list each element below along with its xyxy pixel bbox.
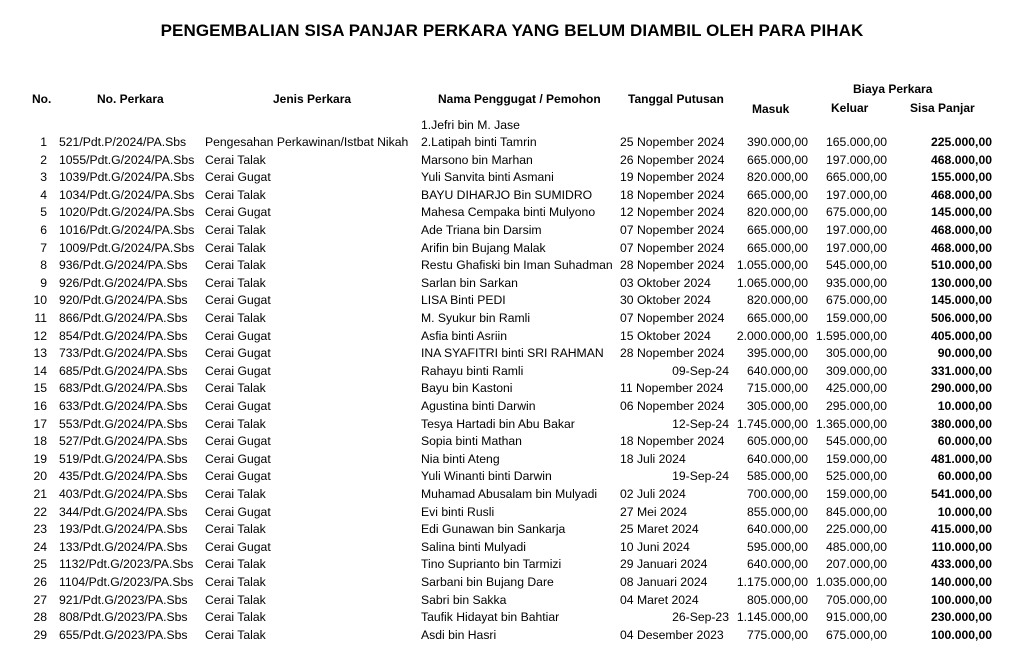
row-nama: Edi Gunawan bin Sankarja	[421, 522, 566, 537]
row-tanggal: 18 Juli 2024	[620, 451, 686, 466]
row-no: 26	[33, 575, 47, 589]
row-sisa-panjar: 380.000,00	[931, 416, 992, 431]
row-masuk: 715.000,00	[747, 381, 808, 396]
row-jenis-perkara: Cerai Gugat	[205, 346, 271, 361]
row-no-perkara: 685/Pdt.G/2024/PA.Sbs	[59, 363, 188, 378]
row-tanggal: 06 Nopember 2024	[620, 399, 725, 413]
row-no: 17	[33, 416, 47, 431]
row-masuk: 665.000,00	[747, 152, 808, 167]
row-no: 7	[40, 240, 47, 255]
row-tanggal: 25 Maret 2024	[620, 522, 699, 537]
row-sisa-panjar: 10.000,00	[937, 399, 992, 413]
row-sisa-panjar: 230.000,00	[931, 610, 992, 625]
row-masuk: 820.000,00	[747, 205, 808, 220]
row-jenis-perkara: Cerai Talak	[205, 627, 266, 642]
row-sisa-panjar: 415.000,00	[931, 522, 992, 537]
row-no-perkara: 655/Pdt.G/2023/PA.Sbs	[59, 627, 188, 642]
row-no: 19	[33, 451, 47, 466]
document-title: PENGEMBALIAN SISA PANJAR PERKARA YANG BELUM DIAMBIL OLEH PARA PIHAK	[160, 21, 864, 40]
row-jenis-perkara: Cerai Gugat	[205, 399, 271, 413]
row-no: 5	[40, 205, 47, 220]
row-no-perkara: 866/Pdt.G/2024/PA.Sbs	[59, 311, 188, 325]
row-no: 14	[33, 363, 47, 378]
row-nama: Sarlan bin Sarkan	[421, 275, 518, 290]
row-nama: Asfia binti Asriin	[421, 328, 508, 343]
row-no: 10	[33, 293, 47, 308]
row-masuk: 665.000,00	[747, 187, 808, 202]
row-no-perkara: 1104/Pdt.G/2023/PA.Sbs	[59, 575, 194, 589]
row-tanggal: 12-Sep-24	[672, 416, 729, 431]
row-tanggal: 02 Juli 2024	[620, 487, 686, 501]
row-masuk: 820.000,00	[747, 170, 808, 185]
row-sisa-panjar: 468.000,00	[931, 152, 992, 167]
header-tanggal-putusan: Tanggal Putusan	[628, 92, 724, 106]
row-jenis-perkara: Cerai Talak	[205, 258, 266, 273]
row-no: 23	[33, 522, 47, 537]
row-keluar: 675.000,00	[826, 293, 887, 308]
row-masuk: 605.000,00	[747, 434, 808, 449]
row-tanggal: 07 Nopember 2024	[620, 223, 725, 237]
row-nama: Nia binti Ateng	[421, 451, 500, 466]
row-tanggal: 08 Januari 2024	[620, 575, 708, 589]
row-masuk: 820.000,00	[747, 293, 808, 308]
row-nama: Tesya Hartadi bin Abu Bakar	[421, 416, 575, 431]
row-masuk: 305.000,00	[747, 399, 808, 413]
row-nama: Tino Suprianto bin Tarmizi	[421, 557, 562, 572]
header-nama-penggugat: Nama Penggugat / Pemohon	[438, 92, 601, 106]
row-masuk: 1.175.000,00	[736, 575, 808, 589]
row-jenis-perkara: Cerai Gugat	[205, 539, 271, 554]
row-nama: Marsono bin Marhan	[421, 152, 533, 167]
row-masuk: 2.000.000,00	[736, 328, 808, 343]
row-masuk: 1.145.000,00	[736, 610, 808, 625]
row-no-perkara: 854/Pdt.G/2024/PA.Sbs	[59, 328, 188, 343]
row-jenis-perkara: Cerai Gugat	[205, 363, 271, 378]
row-jenis-perkara: Cerai Talak	[205, 575, 266, 589]
row-sisa-panjar: 155.000,00	[931, 170, 992, 185]
row-nama: Mahesa Cempaka binti Mulyono	[421, 205, 596, 220]
row-sisa-panjar: 145.000,00	[931, 205, 992, 220]
row-nama: Ade Triana bin Darsim	[421, 223, 542, 237]
row-sisa-panjar: 290.000,00	[931, 381, 992, 396]
row-no-perkara: 683/Pdt.G/2024/PA.Sbs	[59, 381, 188, 396]
row-no: 9	[40, 275, 47, 290]
row-keluar: 305.000,00	[826, 346, 887, 361]
row-sisa-panjar: 468.000,00	[931, 240, 992, 255]
row-keluar: 665.000,00	[826, 170, 887, 185]
row-keluar: 159.000,00	[826, 451, 887, 466]
row-jenis-perkara: Cerai Gugat	[205, 504, 271, 519]
row-tanggal: 07 Nopember 2024	[620, 311, 725, 325]
row-keluar: 309.000,00	[826, 363, 887, 378]
row-nama: 2.Latipah binti Tamrin	[421, 135, 537, 149]
row-jenis-perkara: Cerai Talak	[205, 223, 266, 237]
row-tanggal: 28 Nopember 2024	[620, 346, 725, 361]
row-no-perkara: 193/Pdt.G/2024/PA.Sbs	[59, 522, 188, 537]
header-keluar: Keluar	[831, 101, 869, 115]
row-masuk: 595.000,00	[747, 539, 808, 554]
row-no-perkara: 1055/Pdt.G/2024/PA.Sbs	[59, 152, 195, 167]
row-tanggal: 18 Nopember 2024	[620, 434, 725, 449]
row-keluar: 525.000,00	[826, 469, 887, 484]
row-sisa-panjar: 130.000,00	[931, 275, 992, 290]
row-nama: Asdi bin Hasri	[421, 627, 497, 642]
row-sisa-panjar: 468.000,00	[931, 223, 992, 237]
row-no: 1	[40, 135, 47, 149]
row-no-perkara: 1020/Pdt.G/2024/PA.Sbs	[59, 205, 195, 220]
row-keluar: 485.000,00	[826, 539, 887, 554]
row-no-perkara: 920/Pdt.G/2024/PA.Sbs	[59, 293, 188, 308]
row-keluar: 675.000,00	[826, 205, 887, 220]
row-nama: Rahayu binti Ramli	[421, 363, 524, 378]
row-no-perkara: 344/Pdt.G/2024/PA.Sbs	[59, 504, 188, 519]
row-keluar: 1.035.000,00	[815, 575, 887, 589]
row-keluar: 935.000,00	[826, 275, 887, 290]
row-keluar: 207.000,00	[826, 557, 887, 572]
row-no-perkara: 1034/Pdt.G/2024/PA.Sbs	[59, 187, 195, 202]
row-no: 13	[33, 346, 47, 361]
row-no: 24	[33, 539, 47, 554]
row-jenis-perkara: Pengesahan Perkawinan/Istbat Nikah	[205, 135, 409, 149]
row-sisa-panjar: 100.000,00	[931, 592, 992, 607]
row-sisa-panjar: 506.000,00	[931, 311, 992, 325]
row-jenis-perkara: Cerai Talak	[205, 592, 266, 607]
row-no-perkara: 403/Pdt.G/2024/PA.Sbs	[59, 487, 188, 501]
header-biaya-perkara: Biaya Perkara	[853, 82, 933, 96]
row-no: 27	[33, 592, 47, 607]
row-tanggal: 19 Nopember 2024	[620, 170, 725, 185]
row-masuk: 775.000,00	[747, 627, 808, 642]
row-sisa-panjar: 468.000,00	[931, 187, 992, 202]
row-no: 6	[40, 223, 47, 237]
row-jenis-perkara: Cerai Talak	[205, 152, 266, 167]
row-no: 3	[40, 170, 47, 185]
row-masuk: 640.000,00	[747, 363, 808, 378]
row-sisa-panjar: 145.000,00	[931, 293, 992, 308]
row-nama: Bayu bin Kastoni	[421, 381, 513, 396]
row-masuk: 640.000,00	[747, 451, 808, 466]
row-nama: BAYU DIHARJO Bin SUMIDRO	[421, 187, 593, 202]
row-keluar: 1.365.000,00	[815, 416, 887, 431]
row-jenis-perkara: Cerai Talak	[205, 240, 266, 255]
row-no: 4	[40, 187, 47, 202]
first-row-extra-name: 1.Jefri bin M. Jase	[421, 118, 520, 132]
row-nama: Sopia binti Mathan	[421, 434, 522, 449]
row-masuk: 1.745.000,00	[736, 416, 808, 431]
row-jenis-perkara: Cerai Talak	[205, 187, 266, 202]
row-nama: Yuli Sanvita binti Asmani	[421, 170, 554, 185]
row-no-perkara: 1016/Pdt.G/2024/PA.Sbs	[59, 223, 195, 237]
header-sisa-panjar: Sisa Panjar	[910, 101, 975, 115]
row-masuk: 1.065.000,00	[736, 275, 808, 290]
row-keluar: 159.000,00	[826, 487, 887, 501]
header-jenis-perkara: Jenis Perkara	[273, 92, 352, 106]
header-masuk: Masuk	[752, 102, 790, 116]
row-masuk: 1.055.000,00	[736, 258, 808, 273]
row-keluar: 675.000,00	[826, 627, 887, 642]
row-nama: Taufik Hidayat bin Bahtiar	[421, 610, 560, 625]
row-no-perkara: 1009/Pdt.G/2024/PA.Sbs	[59, 240, 195, 255]
row-jenis-perkara: Cerai Talak	[205, 610, 266, 625]
row-tanggal: 10 Juni 2024	[620, 539, 690, 554]
row-masuk: 805.000,00	[747, 592, 808, 607]
row-sisa-panjar: 225.000,00	[931, 135, 992, 149]
row-nama: M. Syukur bin Ramli	[421, 311, 531, 325]
row-keluar: 165.000,00	[826, 135, 887, 149]
row-jenis-perkara: Cerai Gugat	[205, 328, 271, 343]
row-no: 28	[33, 610, 47, 625]
row-nama: Evi binti Rusli	[421, 504, 495, 519]
row-jenis-perkara: Cerai Talak	[205, 557, 266, 572]
row-jenis-perkara: Cerai Talak	[205, 522, 266, 537]
row-masuk: 665.000,00	[747, 240, 808, 255]
row-masuk: 640.000,00	[747, 557, 808, 572]
row-nama: Sarbani bin Bujang Dare	[421, 575, 554, 589]
row-jenis-perkara: Cerai Talak	[205, 381, 266, 396]
row-no: 22	[33, 504, 47, 519]
row-tanggal: 27 Mei 2024	[620, 504, 688, 519]
row-tanggal: 12 Nopember 2024	[620, 205, 725, 220]
row-masuk: 585.000,00	[747, 469, 808, 484]
row-no-perkara: 936/Pdt.G/2024/PA.Sbs	[59, 258, 188, 273]
row-sisa-panjar: 433.000,00	[931, 557, 992, 572]
row-tanggal: 28 Nopember 2024	[620, 258, 725, 273]
row-no: 8	[40, 258, 47, 273]
row-no: 21	[33, 487, 47, 501]
row-jenis-perkara: Cerai Gugat	[205, 451, 271, 466]
row-no-perkara: 926/Pdt.G/2024/PA.Sbs	[59, 275, 188, 290]
row-jenis-perkara: Cerai Gugat	[205, 469, 271, 484]
row-masuk: 700.000,00	[747, 487, 808, 501]
row-tanggal: 19-Sep-24	[672, 469, 729, 484]
row-keluar: 915.000,00	[826, 610, 887, 625]
row-tanggal: 03 Oktober 2024	[620, 275, 711, 290]
row-nama: Muhamad Abusalam bin Mulyadi	[421, 487, 598, 501]
header-no-perkara: No. Perkara	[97, 92, 164, 106]
row-no-perkara: 435/Pdt.G/2024/PA.Sbs	[59, 469, 188, 484]
header-no: No.	[32, 92, 52, 106]
row-jenis-perkara: Cerai Gugat	[205, 293, 271, 308]
row-tanggal: 25 Nopember 2024	[620, 135, 725, 149]
row-tanggal: 11 Nopember 2024	[620, 381, 724, 396]
row-no: 11	[34, 311, 47, 325]
row-no-perkara: 519/Pdt.G/2024/PA.Sbs	[59, 451, 188, 466]
row-tanggal: 26 Nopember 2024	[620, 152, 725, 167]
row-keluar: 197.000,00	[826, 187, 887, 202]
row-keluar: 225.000,00	[826, 522, 887, 537]
row-no-perkara: 808/Pdt.G/2023/PA.Sbs	[59, 610, 188, 625]
row-no-perkara: 527/Pdt.G/2024/PA.Sbs	[59, 434, 188, 449]
row-jenis-perkara: Cerai Talak	[205, 311, 266, 325]
row-sisa-panjar: 510.000,00	[931, 258, 992, 273]
row-no-perkara: 133/Pdt.G/2024/PA.Sbs	[59, 539, 188, 554]
row-tanggal: 30 Oktober 2024	[620, 293, 711, 308]
row-tanggal: 29 Januari 2024	[620, 557, 708, 572]
row-nama: Salina binti Mulyadi	[421, 539, 527, 554]
row-nama: Arifin bin Bujang Malak	[421, 240, 546, 255]
row-jenis-perkara: Cerai Gugat	[205, 434, 271, 449]
row-no-perkara: 733/Pdt.G/2024/PA.Sbs	[59, 346, 188, 361]
row-tanggal: 04 Maret 2024	[620, 592, 699, 607]
row-no-perkara: 521/Pdt.P/2024/PA.Sbs	[59, 135, 187, 149]
row-nama: INA SYAFITRI binti SRI RAHMAN	[421, 346, 604, 361]
row-sisa-panjar: 481.000,00	[931, 451, 992, 466]
row-no-perkara: 633/Pdt.G/2024/PA.Sbs	[59, 399, 188, 413]
row-jenis-perkara: Cerai Gugat	[205, 170, 271, 185]
row-jenis-perkara: Cerai Talak	[205, 275, 266, 290]
row-nama: Restu Ghafiski bin Iman Suhadman	[421, 258, 613, 273]
row-no: 15	[33, 381, 47, 396]
row-no: 20	[33, 469, 47, 484]
row-no-perkara: 1132/Pdt.G/2023/PA.Sbs	[59, 557, 194, 572]
row-sisa-panjar: 100.000,00	[931, 627, 992, 642]
row-jenis-perkara: Cerai Gugat	[205, 205, 271, 220]
row-no: 18	[33, 434, 47, 449]
row-masuk: 855.000,00	[747, 504, 808, 519]
row-keluar: 545.000,00	[826, 258, 887, 273]
row-no-perkara: 921/Pdt.G/2023/PA.Sbs	[59, 592, 188, 607]
row-masuk: 395.000,00	[747, 346, 808, 361]
row-keluar: 295.000,00	[826, 399, 887, 413]
row-sisa-panjar: 10.000,00	[937, 504, 992, 519]
row-nama: Yuli Winanti binti Darwin	[421, 469, 552, 484]
row-keluar: 705.000,00	[826, 592, 887, 607]
row-sisa-panjar: 331.000,00	[931, 363, 992, 378]
row-no: 16	[33, 399, 47, 413]
row-keluar: 545.000,00	[826, 434, 887, 449]
row-tanggal: 15 Oktober 2024	[620, 328, 711, 343]
row-sisa-panjar: 60.000,00	[937, 469, 992, 484]
row-no-perkara: 1039/Pdt.G/2024/PA.Sbs	[59, 170, 195, 185]
row-no: 29	[33, 627, 47, 642]
row-sisa-panjar: 110.000,00	[931, 539, 992, 554]
row-keluar: 197.000,00	[826, 223, 887, 237]
row-masuk: 390.000,00	[747, 135, 808, 149]
row-keluar: 197.000,00	[826, 240, 887, 255]
row-sisa-panjar: 541.000,00	[931, 487, 992, 501]
row-keluar: 197.000,00	[826, 152, 887, 167]
row-sisa-panjar: 60.000,00	[937, 434, 992, 449]
row-masuk: 665.000,00	[747, 311, 808, 325]
row-masuk: 640.000,00	[747, 522, 808, 537]
row-tanggal: 07 Nopember 2024	[620, 240, 725, 255]
row-jenis-perkara: Cerai Talak	[205, 416, 266, 431]
row-keluar: 845.000,00	[826, 504, 887, 519]
row-jenis-perkara: Cerai Talak	[205, 487, 266, 501]
row-keluar: 159.000,00	[826, 311, 887, 325]
row-no: 2	[40, 152, 47, 167]
row-keluar: 425.000,00	[826, 381, 887, 396]
row-tanggal: 04 Desember 2023	[620, 627, 724, 642]
row-nama: Agustina binti Darwin	[421, 399, 536, 413]
row-nama: LISA Binti PEDI	[421, 293, 506, 308]
row-tanggal: 09-Sep-24	[672, 363, 729, 378]
row-no-perkara: 553/Pdt.G/2024/PA.Sbs	[59, 416, 188, 431]
row-tanggal: 18 Nopember 2024	[620, 187, 725, 202]
row-no: 25	[33, 557, 47, 572]
row-sisa-panjar: 405.000,00	[931, 328, 992, 343]
row-nama: Sabri bin Sakka	[421, 592, 507, 607]
row-masuk: 665.000,00	[747, 223, 808, 237]
row-keluar: 1.595.000,00	[815, 328, 887, 343]
row-tanggal: 26-Sep-23	[672, 610, 729, 625]
row-no: 12	[33, 328, 47, 343]
row-sisa-panjar: 140.000,00	[931, 575, 992, 589]
row-sisa-panjar: 90.000,00	[937, 346, 992, 361]
